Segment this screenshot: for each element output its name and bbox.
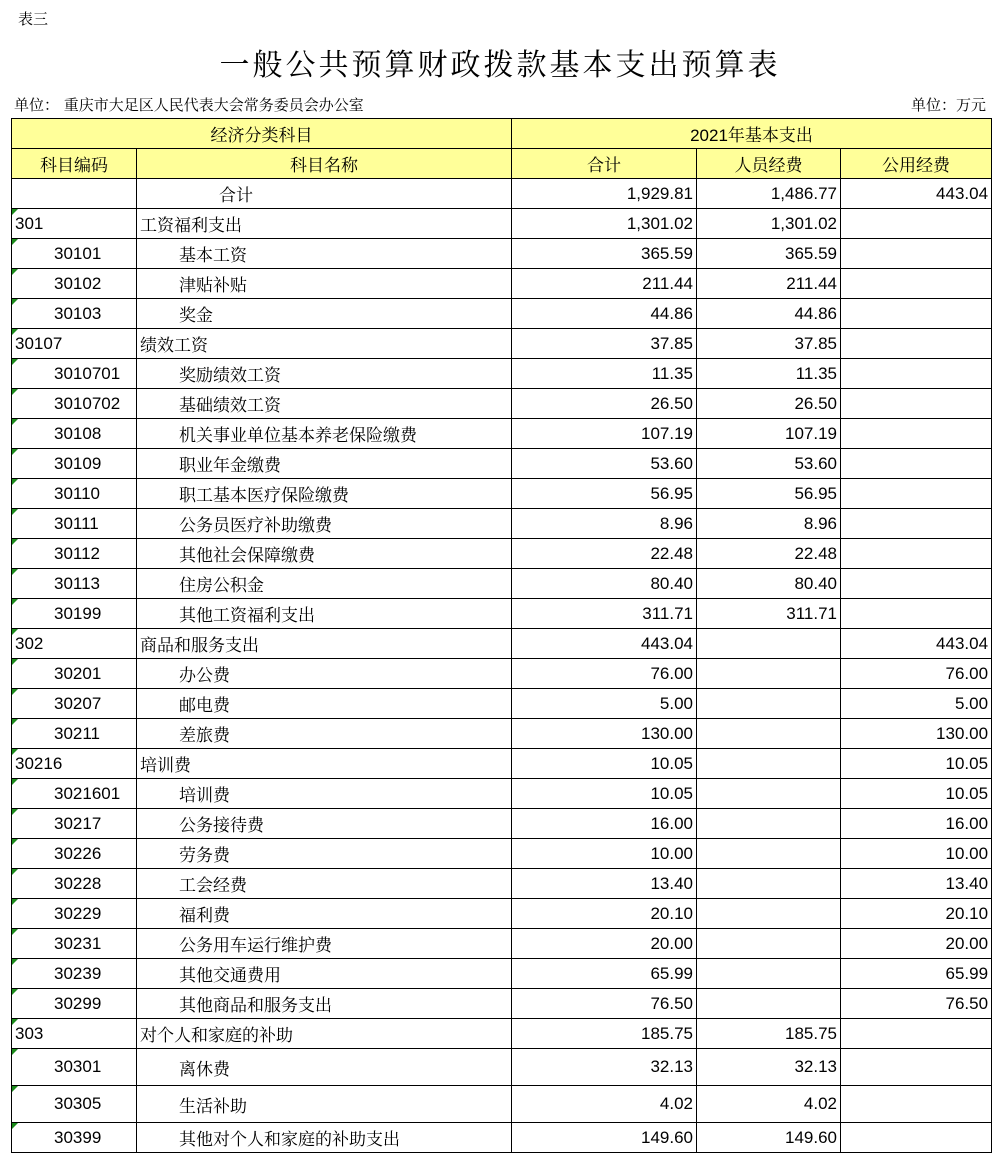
name-cell: 劳务费 (137, 839, 512, 869)
total-cell: 53.60 (512, 449, 697, 479)
personnel-cell: 37.85 (697, 329, 841, 359)
code-text: 30112 (54, 543, 101, 563)
code-text: 30228 (54, 873, 102, 893)
code-text: 302 (15, 633, 44, 653)
table-row (12, 1123, 992, 1153)
table-row (12, 689, 992, 719)
code-cell (12, 719, 137, 749)
personnel-cell (697, 839, 841, 869)
table-number-label: 表三 (18, 10, 49, 28)
table-row (12, 839, 992, 869)
name-cell: 生活补助 (137, 1086, 512, 1123)
personnel-cell (697, 719, 841, 749)
table-row (12, 359, 992, 389)
table-row (12, 1019, 992, 1049)
public-cell (841, 269, 992, 299)
code-cell (12, 419, 137, 449)
table-row (12, 569, 992, 599)
table-row (12, 239, 992, 269)
cell-flag-icon (12, 839, 18, 845)
table-row (12, 899, 992, 929)
cell-flag-icon (12, 719, 18, 725)
cell-flag-icon (12, 299, 18, 305)
cell-flag-icon (12, 959, 18, 965)
total-cell: 1,301.02 (512, 209, 697, 239)
table-row (12, 989, 992, 1019)
cell-flag-icon (12, 899, 18, 905)
cell-flag-icon (12, 269, 18, 275)
table-row (12, 809, 992, 839)
code-text: 30211 (54, 723, 101, 743)
public-cell: 76.00 (841, 659, 992, 689)
cell-flag-icon (12, 569, 18, 575)
code-cell (12, 269, 137, 299)
code-text: 30229 (54, 903, 102, 923)
name-cell: 其他社会保障缴费 (137, 539, 512, 569)
public-cell: 443.04 (841, 629, 992, 659)
total-cell: 11.35 (512, 359, 697, 389)
year-basic-header: 2021年基本支出 (512, 119, 992, 149)
code-text: 30113 (54, 573, 101, 593)
code-text: 30399 (54, 1127, 102, 1147)
name-cell: 职工基本医疗保险缴费 (137, 479, 512, 509)
name-cell: 其他工资福利支出 (137, 599, 512, 629)
cell-flag-icon (12, 809, 18, 815)
cell-flag-icon (12, 239, 18, 245)
public-cell (841, 239, 992, 269)
table-row (12, 479, 992, 509)
total-cell: 65.99 (512, 959, 697, 989)
total-cell: 10.05 (512, 749, 697, 779)
cell-flag-icon (12, 779, 18, 785)
name-column-header: 科目名称 (137, 149, 512, 179)
total-cell: 5.00 (512, 689, 697, 719)
name-cell: 工资福利支出 (137, 209, 512, 239)
code-cell (12, 509, 137, 539)
total-cell: 211.44 (512, 269, 697, 299)
name-cell: 离休费 (137, 1049, 512, 1086)
cell-flag-icon (12, 509, 18, 515)
total-cell: 13.40 (512, 869, 697, 899)
code-cell (12, 749, 137, 779)
table-row (12, 389, 992, 419)
code-cell (12, 929, 137, 959)
code-cell (12, 209, 137, 239)
name-cell: 工会经费 (137, 869, 512, 899)
total-cell: 32.13 (512, 1049, 697, 1086)
code-text: 30111 (54, 513, 99, 533)
public-cell (841, 479, 992, 509)
name-cell: 公务员医疗补助缴费 (137, 509, 512, 539)
name-cell: 公务用车运行维护费 (137, 929, 512, 959)
personnel-cell (697, 689, 841, 719)
code-text: 3010702 (54, 393, 121, 413)
personnel-cell: 1,486.77 (697, 179, 841, 209)
total-cell: 26.50 (512, 389, 697, 419)
personnel-cell: 26.50 (697, 389, 841, 419)
cell-flag-icon (12, 1086, 18, 1092)
cell-flag-icon (12, 869, 18, 875)
total-cell: 56.95 (512, 479, 697, 509)
table-row (12, 1049, 992, 1086)
code-cell (12, 299, 137, 329)
public-cell: 76.50 (841, 989, 992, 1019)
personnel-cell: 22.48 (697, 539, 841, 569)
code-text: 30110 (54, 483, 101, 503)
public-cell: 16.00 (841, 809, 992, 839)
cell-flag-icon (12, 989, 18, 995)
public-cell (841, 299, 992, 329)
cell-flag-icon (12, 689, 18, 695)
total-cell: 10.00 (512, 839, 697, 869)
public-cell (841, 329, 992, 359)
personnel-cell: 80.40 (697, 569, 841, 599)
total-cell: 8.96 (512, 509, 697, 539)
table-row (12, 509, 992, 539)
public-cell (841, 509, 992, 539)
cell-flag-icon (12, 359, 18, 365)
name-cell: 奖励绩效工资 (137, 359, 512, 389)
table-row (12, 629, 992, 659)
code-text: 303 (15, 1023, 44, 1043)
budget-table (11, 118, 992, 1153)
cell-flag-icon (12, 599, 18, 605)
table-row (12, 299, 992, 329)
code-cell (12, 1049, 137, 1086)
name-cell: 住房公积金 (137, 569, 512, 599)
cell-flag-icon (12, 929, 18, 935)
table-row (12, 179, 992, 209)
name-cell: 职业年金缴费 (137, 449, 512, 479)
name-cell: 基本工资 (137, 239, 512, 269)
table-row (12, 719, 992, 749)
code-text: 30199 (54, 603, 102, 623)
code-cell (12, 239, 137, 269)
personnel-cell: 107.19 (697, 419, 841, 449)
table-row (12, 209, 992, 239)
code-text: 3010701 (54, 363, 121, 383)
name-cell: 奖金 (137, 299, 512, 329)
personnel-cell (697, 929, 841, 959)
total-cell: 365.59 (512, 239, 697, 269)
page-title: 一般公共预算财政拨款基本支出预算表 (219, 48, 781, 83)
public-cell: 5.00 (841, 689, 992, 719)
code-cell (12, 1019, 137, 1049)
personnel-cell: 44.86 (697, 299, 841, 329)
code-cell (12, 539, 137, 569)
public-cell (841, 1049, 992, 1086)
public-cell: 65.99 (841, 959, 992, 989)
code-cell (12, 869, 137, 899)
table-row (12, 869, 992, 899)
name-cell: 津贴补贴 (137, 269, 512, 299)
personnel-cell (697, 779, 841, 809)
code-cell (12, 479, 137, 509)
code-text: 30216 (15, 753, 63, 773)
table-row (12, 779, 992, 809)
name-cell: 公务接待费 (137, 809, 512, 839)
public-cell: 130.00 (841, 719, 992, 749)
public-cell: 10.05 (841, 749, 992, 779)
total-cell: 20.00 (512, 929, 697, 959)
table-row (12, 599, 992, 629)
cell-flag-icon (12, 449, 18, 455)
personnel-cell: 1,301.02 (697, 209, 841, 239)
total-cell: 311.71 (512, 599, 697, 629)
code-cell (12, 329, 137, 359)
cell-flag-icon (12, 659, 18, 665)
code-cell (12, 989, 137, 1019)
total-cell: 80.40 (512, 569, 697, 599)
code-text: 30107 (15, 333, 63, 353)
code-text: 3021601 (54, 783, 121, 803)
total-cell: 10.05 (512, 779, 697, 809)
code-cell (12, 659, 137, 689)
total-cell: 20.10 (512, 899, 697, 929)
total-cell: 16.00 (512, 809, 697, 839)
public-cell: 20.10 (841, 899, 992, 929)
total-cell: 4.02 (512, 1086, 697, 1123)
personnel-cell (697, 749, 841, 779)
cell-flag-icon (12, 1049, 18, 1055)
code-text: 30231 (54, 933, 102, 953)
table-row (12, 959, 992, 989)
public-cell (841, 419, 992, 449)
public-cell (841, 539, 992, 569)
cell-flag-icon (12, 1019, 18, 1025)
public-cell: 20.00 (841, 929, 992, 959)
cell-flag-icon (12, 209, 18, 215)
code-cell (12, 389, 137, 419)
personnel-cell: 53.60 (697, 449, 841, 479)
total-cell: 76.00 (512, 659, 697, 689)
total-cell: 76.50 (512, 989, 697, 1019)
personnel-cell: 32.13 (697, 1049, 841, 1086)
code-text: 301 (15, 213, 44, 233)
personnel-cell: 8.96 (697, 509, 841, 539)
table-row (12, 419, 992, 449)
name-cell: 机关事业单位基本养老保险缴费 (137, 419, 512, 449)
cell-flag-icon (12, 329, 18, 335)
personnel-cell (697, 989, 841, 1019)
public-cell: 10.05 (841, 779, 992, 809)
name-cell: 对个人和家庭的补助 (137, 1019, 512, 1049)
public-cell (841, 599, 992, 629)
public-cell: 443.04 (841, 179, 992, 209)
table-row (12, 749, 992, 779)
table-body (12, 179, 992, 1153)
table-row (12, 929, 992, 959)
total-cell: 44.86 (512, 299, 697, 329)
code-cell (12, 959, 137, 989)
cell-flag-icon (12, 629, 18, 635)
personnel-cell: 4.02 (697, 1086, 841, 1123)
table-row (12, 539, 992, 569)
total-cell: 22.48 (512, 539, 697, 569)
cell-flag-icon (12, 1123, 18, 1129)
total-cell: 1,929.81 (512, 179, 697, 209)
cell-flag-icon (12, 419, 18, 425)
personnel-cell (697, 629, 841, 659)
code-text: 30217 (54, 813, 102, 833)
name-cell: 培训费 (137, 749, 512, 779)
table-row (12, 659, 992, 689)
total-cell: 37.85 (512, 329, 697, 359)
personnel-cell (697, 899, 841, 929)
code-text: 30201 (54, 663, 102, 683)
public-cell (841, 1086, 992, 1123)
code-text: 30109 (54, 453, 102, 473)
name-cell: 其他交通费用 (137, 959, 512, 989)
code-text: 30207 (54, 693, 102, 713)
table-row (12, 1086, 992, 1123)
code-cell (12, 1086, 137, 1123)
name-cell: 邮电费 (137, 689, 512, 719)
personnel-cell (697, 869, 841, 899)
total-cell: 185.75 (512, 1019, 697, 1049)
unit-currency: 单位：万元 (910, 96, 986, 114)
personnel-cell: 149.60 (697, 1123, 841, 1153)
personnel-cell (697, 659, 841, 689)
table-row (12, 329, 992, 359)
code-cell (12, 599, 137, 629)
code-cell (12, 179, 137, 209)
code-cell (12, 689, 137, 719)
code-text: 30103 (54, 303, 102, 323)
personnel-cell: 311.71 (697, 599, 841, 629)
public-cell (841, 1019, 992, 1049)
personnel-cell (697, 809, 841, 839)
code-text: 30226 (54, 843, 102, 863)
name-cell: 商品和服务支出 (137, 629, 512, 659)
personnel-cell: 56.95 (697, 479, 841, 509)
total-cell: 130.00 (512, 719, 697, 749)
public-cell (841, 569, 992, 599)
code-text: 30299 (54, 993, 102, 1013)
personnel-cell: 211.44 (697, 269, 841, 299)
name-cell: 其他商品和服务支出 (137, 989, 512, 1019)
table-row (12, 269, 992, 299)
code-column-header: 科目编码 (12, 149, 137, 179)
econ-class-header: 经济分类科目 (12, 119, 512, 149)
code-cell (12, 359, 137, 389)
cell-flag-icon (12, 749, 18, 755)
personnel-cell (697, 959, 841, 989)
public-cell (841, 449, 992, 479)
code-text: 30108 (54, 423, 102, 443)
code-text: 30301 (54, 1057, 102, 1076)
code-text: 30102 (54, 273, 102, 293)
cell-flag-icon (12, 479, 18, 485)
name-cell: 合计 (137, 179, 512, 209)
code-cell (12, 629, 137, 659)
public-cell: 13.40 (841, 869, 992, 899)
total-column-header: 合计 (512, 149, 697, 179)
personnel-cell: 185.75 (697, 1019, 841, 1049)
table-row (12, 449, 992, 479)
public-cell (841, 359, 992, 389)
public-cell: 10.00 (841, 839, 992, 869)
cell-flag-icon (12, 539, 18, 545)
code-text: 30239 (54, 963, 102, 983)
public-cell (841, 389, 992, 419)
code-cell (12, 449, 137, 479)
total-cell: 443.04 (512, 629, 697, 659)
public-cell (841, 209, 992, 239)
code-text: 30305 (54, 1094, 102, 1113)
personnel-column-header: 人员经费 (697, 149, 841, 179)
public-cell (841, 1123, 992, 1153)
total-cell: 107.19 (512, 419, 697, 449)
cell-flag-icon (12, 389, 18, 395)
code-cell (12, 899, 137, 929)
name-cell: 基础绩效工资 (137, 389, 512, 419)
code-cell (12, 839, 137, 869)
name-cell: 办公费 (137, 659, 512, 689)
code-text: 30101 (54, 243, 102, 263)
unit-organization: 单位： 重庆市大足区人民代表大会常务委员会办公室 (14, 96, 364, 114)
name-cell: 培训费 (137, 779, 512, 809)
name-cell: 其他对个人和家庭的补助支出 (137, 1123, 512, 1153)
total-cell: 149.60 (512, 1123, 697, 1153)
public-column-header: 公用经费 (841, 149, 992, 179)
name-cell: 绩效工资 (137, 329, 512, 359)
code-cell (12, 1123, 137, 1153)
code-cell (12, 809, 137, 839)
name-cell: 差旅费 (137, 719, 512, 749)
personnel-cell: 365.59 (697, 239, 841, 269)
code-cell (12, 569, 137, 599)
code-cell (12, 779, 137, 809)
name-cell: 福利费 (137, 899, 512, 929)
personnel-cell: 11.35 (697, 359, 841, 389)
